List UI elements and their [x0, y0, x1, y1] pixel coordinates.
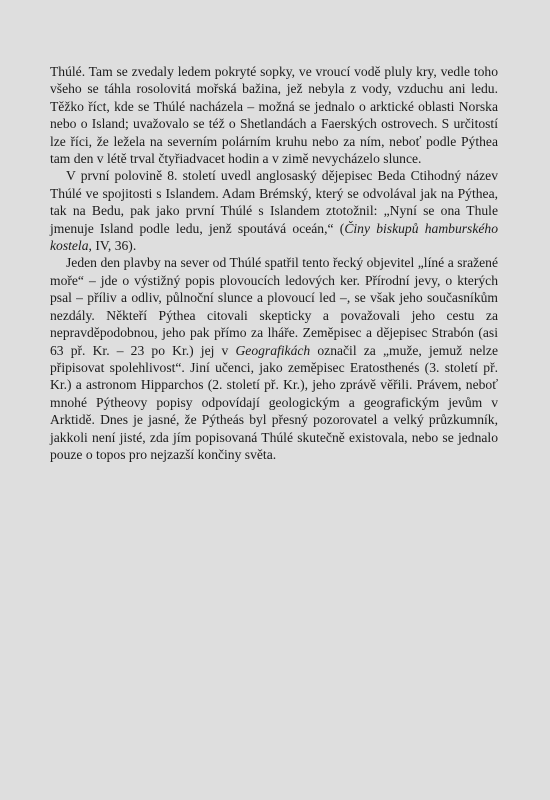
text-segment: V první polovině 8. století uvedl anglosaský dějepisec Beda Ctihodný název Thúlé ve spojitosti s Islandem. Adam Brémský, který se odvolával jak na Pýthea, tak na Bedu, pak jako první Thúlé s Islandem ztotožnil: „Nyní se ona Thule jmenuje Island podle ledu, jenž spoutává oceán,“ (	[50, 168, 498, 236]
paragraph-beda-adam	[50, 167, 498, 254]
body-text	[50, 63, 498, 463]
text-segment: označil za „muže, jemuž nelze připisovat spolehlivost“. Jiní učenci, jako zeměpisec Eratosthenés (3. století př. Kr.) a astronom Hipparchos (2. století př. Kr.), jeho zprávě věřili. Právem, neboť mnohé Pýtheovy popisy odpovídají geologickým a geografickým jevům v Arktidě. Dnes je jasné, že Pýtheás byl přesný pozorovatel a velký průzkumník, jakkoli není jisté, zda jím popisovaná Thúlé skutečně existovala, nebo se jednalo pouze o topos pro nejzazší končiny světa.	[50, 342, 498, 462]
book-title-italic: Geografikách	[235, 342, 311, 358]
text-segment: Jeden den plavby na sever od Thúlé spatřil tento řecký objevitel „líné a sražené moře“ – jde o výstižný popis plovoucích ledových ker. Přírodní jevy, o kterých psal – příliv a odliv, půlnoční slunce a plovoucí led –, se však jeho současníkům nezdály. Někteří Pýthea citovali skepticky a považovali jeho cestu za nepravděpodobnou, jeho pak přímo za lháře. Zeměpisec a dějepisec Strabón (asi 63 př. Kr. – 23 po Kr.) jej v	[50, 255, 498, 358]
paragraph-pytheas-voyage	[50, 254, 498, 463]
book-title-italic: Činy biskupů hamburského kostela	[50, 220, 498, 254]
paragraph-thule-description	[50, 63, 498, 167]
text-segment: , IV, 36).	[88, 238, 137, 254]
text-segment: Thúlé. Tam se zvedaly ledem pokryté sopky, ve vroucí vodě pluly kry, vedle toho všeho se táhla rosolovitá mořská bažina, jež nebyla z vody, vzduchu ani ledu. Těžko říct, kde se Thúlé nacházela – možná se jednalo o arktické oblasti Norska nebo o Island; uvažovalo se též o Shetlandách a Faerských ostrovech. S určitostí lze říci, že ležela na severním polárním kruhu nebo za ním, neboť podle Pýthea tam den v létě trval čtyřiadvacet hodin a v zimě nevycházelo slunce.	[50, 64, 498, 167]
